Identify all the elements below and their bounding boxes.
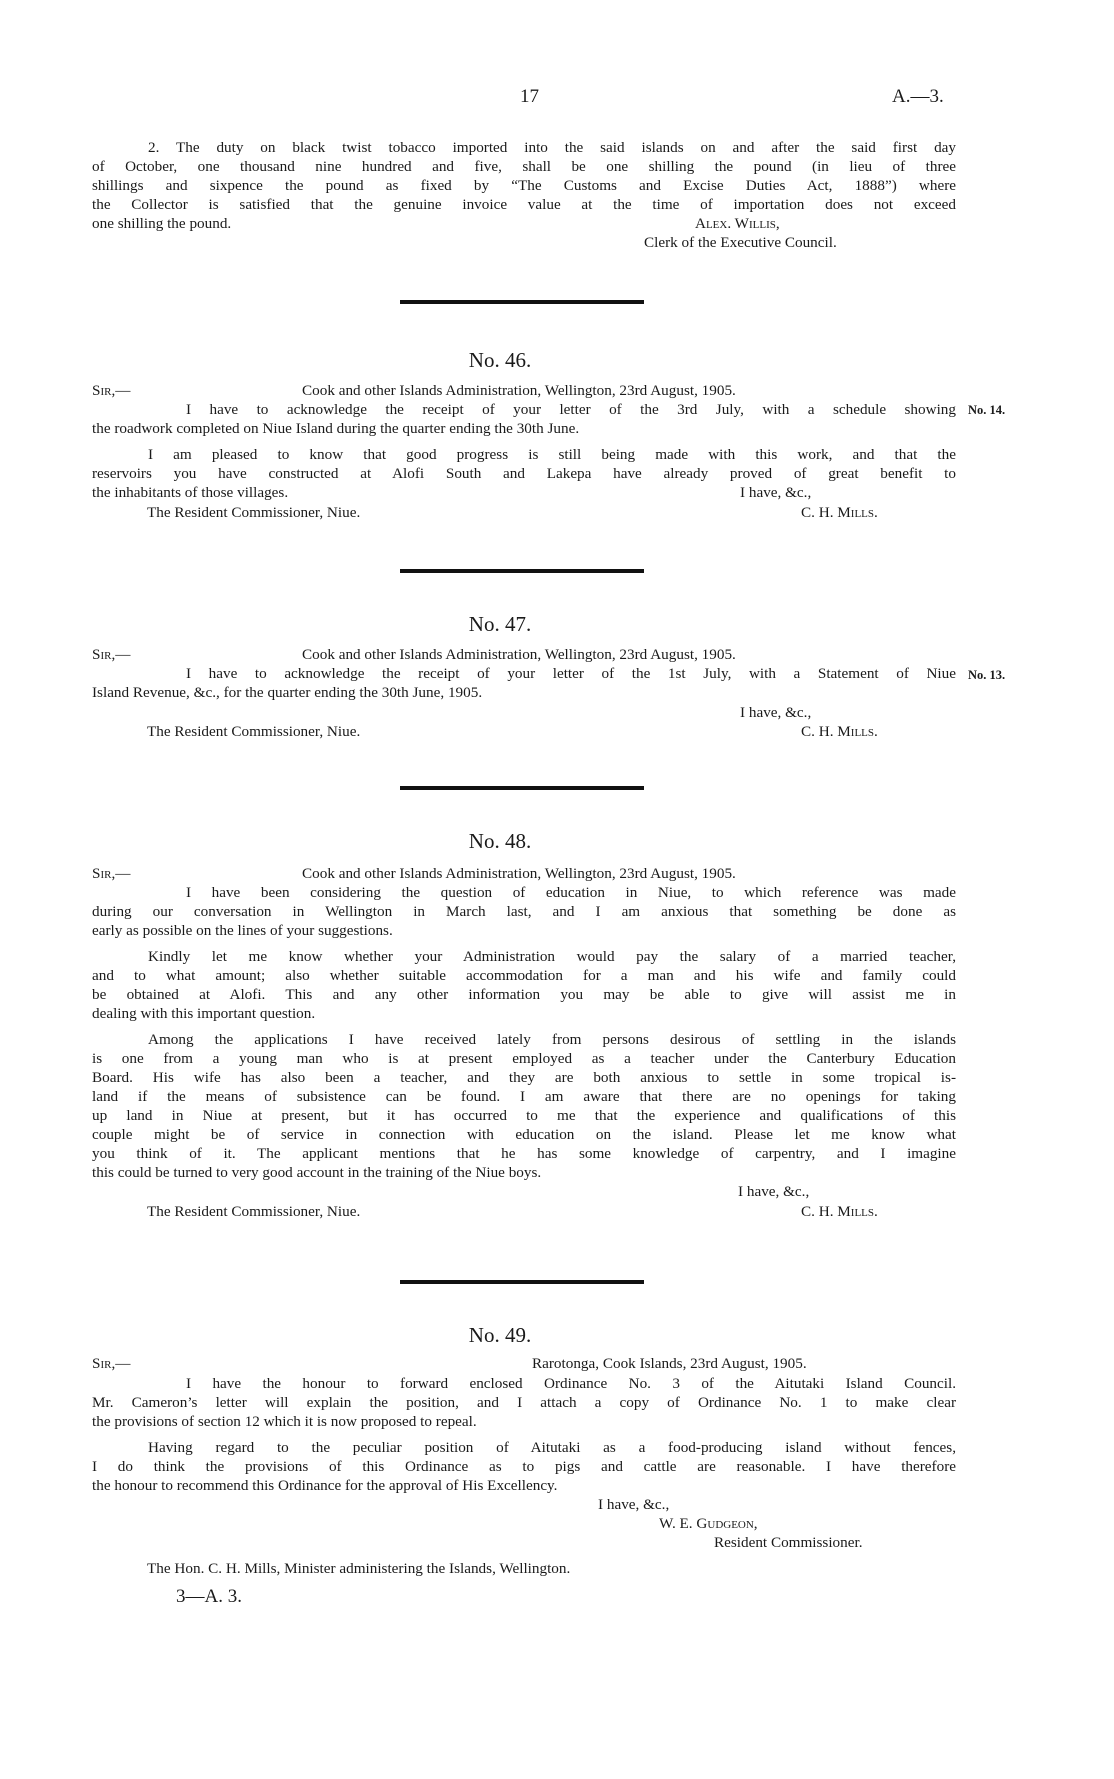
section-divider	[400, 786, 644, 790]
letter-number: No. 48.	[468, 829, 532, 853]
text-line: this could be turned to very good account in the training of the Niue boys.	[92, 1164, 542, 1181]
closing: I have, &c.,	[738, 1183, 810, 1200]
salutation: Sir,—	[92, 646, 131, 663]
text-line: land if the means of subsistence can be found. I am aware that there are no openings for taking	[92, 1088, 956, 1105]
text-line: the honour to recommend this Ordinance for the approval of His Excellency.	[92, 1477, 558, 1494]
text-line: the provisions of section 12 which it is now proposed to repeal.	[92, 1413, 477, 1430]
text-line: the Collector is satisfied that the genuine invoice value at the time of importation does not exceed	[92, 196, 956, 213]
margin-reference: No. 14.	[968, 403, 1006, 417]
text-line: couple might be of service in connection with education on the island. Please let me know what	[92, 1126, 956, 1143]
page-number: 17	[520, 86, 539, 107]
signatory: C. H. Mills.	[801, 504, 878, 521]
text-line: reservoirs you have constructed at Alofi South and Lakepa have already proved of great benefit to	[92, 465, 956, 482]
addressee: The Resident Commissioner, Niue.	[147, 1203, 361, 1220]
signatory-title: Resident Commissioner.	[714, 1534, 863, 1551]
section-divider	[400, 569, 644, 573]
text-line: and to what amount; also whether suitable accommodation for a man and his wife and family could	[92, 967, 956, 984]
letter-number: No. 49.	[468, 1323, 532, 1347]
text-line: early as possible on the lines of your suggestions.	[92, 922, 393, 939]
salutation: Sir,—	[92, 1355, 131, 1372]
text-line: I am pleased to know that good progress is still being made with this work, and that the	[148, 446, 956, 463]
addressee: The Resident Commissioner, Niue.	[147, 504, 361, 521]
text-line: dealing with this important question.	[92, 1005, 316, 1022]
salutation: Sir,—	[92, 382, 131, 399]
text-line: the inhabitants of those villages.	[92, 484, 289, 501]
signature-name: Alex. Willis,	[695, 215, 780, 232]
letter-number: No. 47.	[468, 612, 532, 636]
signature-title: Clerk of the Executive Council.	[644, 234, 837, 251]
text-line: I have been considering the question of education in Niue, to which reference was made	[186, 884, 956, 901]
dateline: Cook and other Islands Administration, Wellington, 23rd August, 1905.	[302, 382, 736, 399]
text-line: I have the honour to forward enclosed Ordinance No. 3 of the Aitutaki Island Council.	[186, 1375, 956, 1392]
signatory: C. H. Mills.	[801, 1203, 878, 1220]
addressee: The Hon. C. H. Mills, Minister administering the Islands, Wellington.	[147, 1560, 571, 1577]
section-divider	[400, 1280, 644, 1284]
text-line: Board. His wife has also been a teacher, and they are both anxious to settle in some tropical is-	[92, 1069, 956, 1086]
text-line: Among the applications I have received lately from persons desirous of settling in the islands	[148, 1031, 956, 1048]
text-line: Kindly let me know whether your Administration would pay the salary of a married teacher,	[148, 948, 956, 965]
text-line: Mr. Cameron’s letter will explain the position, and I attach a copy of Ordinance No. 1 to make clear	[92, 1394, 956, 1411]
text-line: up land in Niue at present, but it has occurred to me that the experience and qualifications of this	[92, 1107, 956, 1124]
text-line: I have to acknowledge the receipt of your letter of the 1st July, with a Statement of Niue	[186, 665, 956, 682]
letter-number: No. 46.	[468, 348, 532, 372]
dateline: Cook and other Islands Administration, Wellington, 23rd August, 1905.	[302, 865, 736, 882]
text-line: during our conversation in Wellington in March last, and I am anxious that something be done as	[92, 903, 956, 920]
closing: I have, &c.,	[740, 484, 812, 501]
signatory: C. H. Mills.	[801, 723, 878, 740]
closing: I have, &c.,	[598, 1496, 670, 1513]
text-line: one shilling the pound.	[92, 215, 232, 232]
text-line: the roadwork completed on Niue Island during the quarter ending the 30th June.	[92, 420, 580, 437]
addressee: The Resident Commissioner, Niue.	[147, 723, 361, 740]
text-line: 2. The duty on black twist tobacco imported into the said islands on and after the said first day	[148, 139, 956, 156]
text-line: is one from a young man who is at present employed as a teacher under the Canterbury Education	[92, 1050, 956, 1067]
text-line: Having regard to the peculiar position of Aitutaki as a food-producing island without fences,	[148, 1439, 956, 1456]
text-line: I have to acknowledge the receipt of your letter of the 3rd July, with a schedule showing	[186, 401, 956, 418]
dateline: Rarotonga, Cook Islands, 23rd August, 1905.	[532, 1355, 807, 1372]
signature-mark: 3—A. 3.	[176, 1586, 242, 1607]
closing: I have, &c.,	[740, 704, 812, 721]
margin-reference: No. 13.	[968, 668, 1006, 682]
section-divider	[400, 300, 644, 304]
dateline: Cook and other Islands Administration, Wellington, 23rd August, 1905.	[302, 646, 736, 663]
text-line: shillings and sixpence the pound as fixed by “The Customs and Excise Duties Act, 1888”) where	[92, 177, 956, 194]
document-reference: A.—3.	[892, 86, 944, 107]
signatory: W. E. Gudgeon,	[659, 1515, 758, 1532]
text-line: Island Revenue, &c., for the quarter ending the 30th June, 1905.	[92, 684, 483, 701]
text-line: of October, one thousand nine hundred and five, shall be one shilling the pound (in lieu of three	[92, 158, 956, 175]
text-line: be obtained at Alofi. This and any other information you may be able to give will assist me in	[92, 986, 956, 1003]
text-line: you think of it. The applicant mentions that he has some knowledge of carpentry, and I imagine	[92, 1145, 956, 1162]
text-line: I do think the provisions of this Ordinance as to pigs and cattle are reasonable. I have therefore	[92, 1458, 956, 1475]
salutation: Sir,—	[92, 865, 131, 882]
